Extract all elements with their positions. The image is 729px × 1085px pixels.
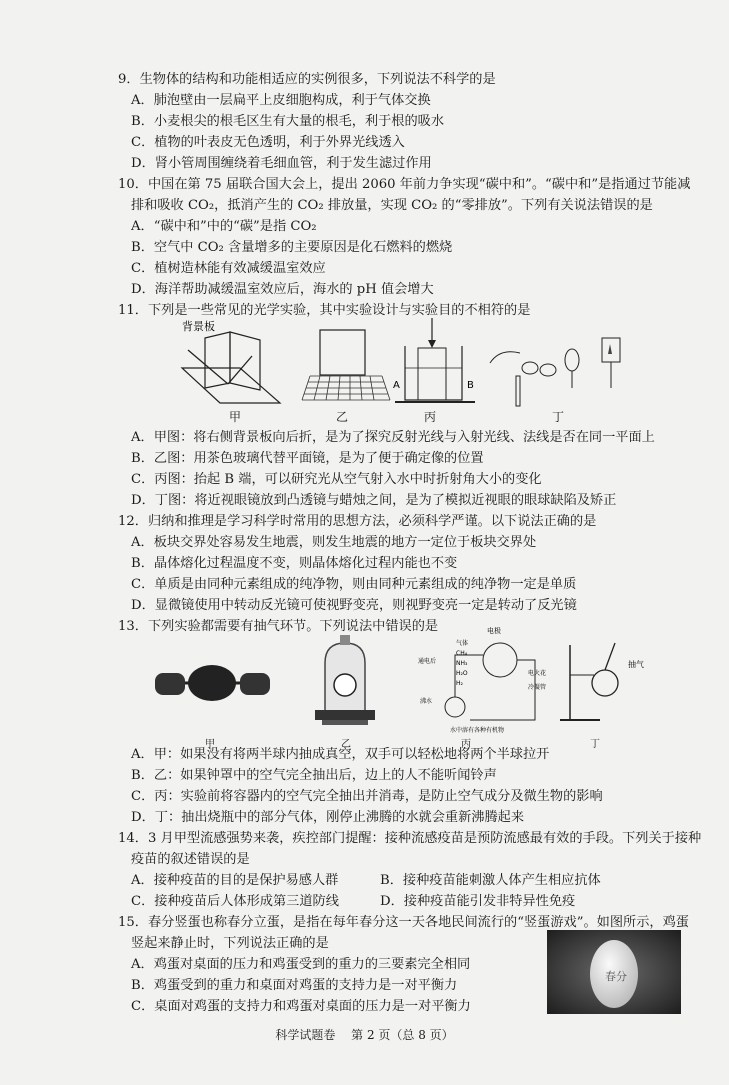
question-11-option-d: D．丁图：将近视眼镜放到凸透镜与蜡烛之间，是为了模拟近视眼的眼球缺陷及矫正 — [131, 493, 617, 508]
label-boiling-water: 沸水 — [420, 698, 433, 705]
question-15-option-c: C．桌面对鸡蛋的支持力和鸡蛋对桌面的压力是一对平衡力 — [131, 999, 471, 1014]
question-9-stem: 9．生物体的结构和功能相适应的实例很多，下列说法不科学的是 — [118, 72, 496, 87]
question-13-stem: 13．下列实验都需要有抽气环节。下列说法中错误的是 — [118, 619, 439, 634]
question-9-option-c: C．植物的叶表皮无色透明，利于外界光线透入 — [131, 135, 405, 150]
question-10-option-c: C．植树造林能有效减缓温室效应 — [131, 261, 326, 276]
label-background-board: 背景板 — [182, 320, 215, 333]
label-b-end: B — [467, 380, 474, 391]
question-15-option-a: A．鸡蛋对桌面的压力和鸡蛋受到的重力的三要素完全相同 — [131, 957, 471, 972]
question-15-stem-2: 竖起来静止时，下列说法正确的是 — [131, 936, 329, 951]
figure-13-ding — [560, 643, 644, 720]
label-h2: H₂ — [456, 680, 463, 687]
figure-11-ding — [490, 338, 620, 406]
label-condenser: 冷凝管 — [528, 684, 547, 691]
question-15-option-b: B．鸡蛋受到的重力和桌面对鸡蛋的支持力是一对平衡力 — [131, 978, 458, 993]
label-electrode: 电极 — [487, 627, 501, 635]
question-14-option-c: C．接种疫苗后人体形成第三道防线 — [131, 894, 339, 909]
footer-subject: 科学试题卷 — [275, 1028, 336, 1042]
label-a-end: A — [393, 380, 400, 391]
question-10-option-b: B．空气中 CO₂ 含量增多的主要原因是化石燃料的燃烧 — [131, 240, 453, 255]
label-h2o: H₂O — [456, 670, 468, 677]
question-12-option-d: D．显微镜使用中转动反光镜可使视野变亮，则视野变亮一定是转动了反光镜 — [131, 598, 577, 613]
label-organics: 水中溶有各种有机物 — [450, 727, 505, 734]
caption-13-jia: 甲 — [205, 739, 215, 750]
question-10-option-a: A．“碳中和”中的“碳”是指 CO₂ — [131, 219, 317, 234]
caption-11-ding: 丁 — [551, 410, 564, 424]
page-footer — [0, 1026, 729, 1043]
figure-11-jia — [182, 319, 280, 403]
question-13-figures — [150, 625, 650, 735]
label-nh3: NH₃ — [456, 660, 468, 667]
figure-13-jia — [155, 665, 270, 701]
question-14-stem-1: 14．3 月甲型流感强势来袭，疾控部门提醒：接种流感疫苗是预防流感最有效的手段。下列关于接种 — [118, 831, 702, 846]
caption-11-yi: 乙 — [335, 410, 348, 424]
question-11-option-a: A．甲图：将右侧背景板向后折，是为了探究反射光线与入射光线、法线是否在同一平面上 — [131, 430, 655, 445]
caption-11-bing: 丙 — [423, 410, 436, 424]
question-9-option-d: D．肾小管周围缠绕着毛细血管，利于发生滤过作用 — [131, 156, 432, 171]
question-15-stem-1: 15．春分竖蛋也称春分立蛋，是指在每年春分这一天各地民间流行的“竖蛋游戏”。如图所示，鸡蛋 — [118, 915, 689, 930]
question-11-option-b: B．乙图：用茶色玻璃代替平面镜，是为了便于确定像的位置 — [131, 451, 484, 466]
caption-13-ding: 丁 — [590, 739, 600, 750]
figure-13-bing — [418, 626, 546, 734]
egg-photo — [547, 930, 681, 1014]
question-12-option-c: C．单质是由同种元素组成的纯净物，则由同种元素组成的纯净物一定是单质 — [131, 577, 577, 592]
question-13-option-c: C．丙：实验前将容器内的空气完全抽出并消毒，是防止空气成分及微生物的影响 — [131, 789, 603, 804]
label-pump-air: 抽气 — [628, 660, 644, 669]
question-10-stem-1: 10．中国在第 75 届联合国大会上，提出 2060 年前力争实现“碳中和”。“碳中和”是指通过节能减 — [118, 177, 691, 192]
footer-page-number: 第 2 页（总 8 页） — [351, 1028, 454, 1042]
question-9-option-a: A．肺泡壁由一层扁平上皮细胞构成，利于气体交换 — [131, 93, 431, 108]
question-14-stem-2: 疫苗的叙述错误的是 — [131, 852, 250, 867]
question-11-stem: 11．下列是一些常见的光学实验，其中实验设计与实验目的不相符的是 — [118, 303, 531, 318]
question-13-option-a: A．甲：如果没有将两半球内抽成真空，双手可以轻松地将两个半球拉开 — [131, 747, 550, 762]
question-12-option-b: B．晶体熔化过程温度不变，则晶体熔化过程内能也不变 — [131, 556, 458, 571]
label-ch4: CH₄ — [456, 650, 468, 657]
figure-11-bing — [393, 318, 475, 402]
label-spark: 电火花 — [528, 670, 547, 677]
question-14-option-d: D．接种疫苗能引发非特异性免疫 — [380, 894, 576, 909]
egg-inscription: 春分 — [605, 970, 627, 983]
question-14-option-b: B．接种疫苗能刺激人体产生相应抗体 — [380, 873, 601, 888]
figure-13-yi — [315, 635, 375, 725]
figure-11-yi — [302, 330, 390, 400]
label-after-power: 通电后 — [418, 658, 437, 665]
question-9-option-b: B．小麦根尖的根毛区生有大量的根毛，利于根的吸水 — [131, 114, 445, 129]
question-12-option-a: A．板块交界处容易发生地震，则发生地震的地方一定位于板块交界处 — [131, 535, 537, 550]
question-10-stem-2: 排和吸收 CO₂，抵消产生的 CO₂ 排放量，实现 CO₂ 的“零排放”。下列有关说法错误的是 — [131, 198, 653, 213]
question-11-option-c: C．丙图：抬起 B 端，可以研究光从空气射入水中时折射角大小的变化 — [131, 472, 542, 487]
question-14-option-a: A．接种疫苗的目的是保护易感人群 — [131, 873, 339, 888]
question-13-option-b: B．乙：如果钟罩中的空气完全抽出后，边上的人不能听闻铃声 — [131, 768, 497, 783]
caption-13-yi: 乙 — [341, 739, 351, 750]
label-gas: 气体 — [456, 640, 469, 647]
question-12-stem: 12．归纳和推理是学习科学时常用的思想方法，必须科学严谨。以下说法正确的是 — [118, 514, 597, 529]
caption-11-jia: 甲 — [228, 410, 241, 424]
caption-13-bing: 丙 — [461, 739, 471, 750]
question-13-option-d: D．丁：抽出烧瓶中的部分气体，刚停止沸腾的水就会重新沸腾起来 — [131, 810, 525, 825]
question-10-option-d: D．海洋帮助减缓温室效应后，海水的 pH 值会增大 — [131, 282, 434, 297]
